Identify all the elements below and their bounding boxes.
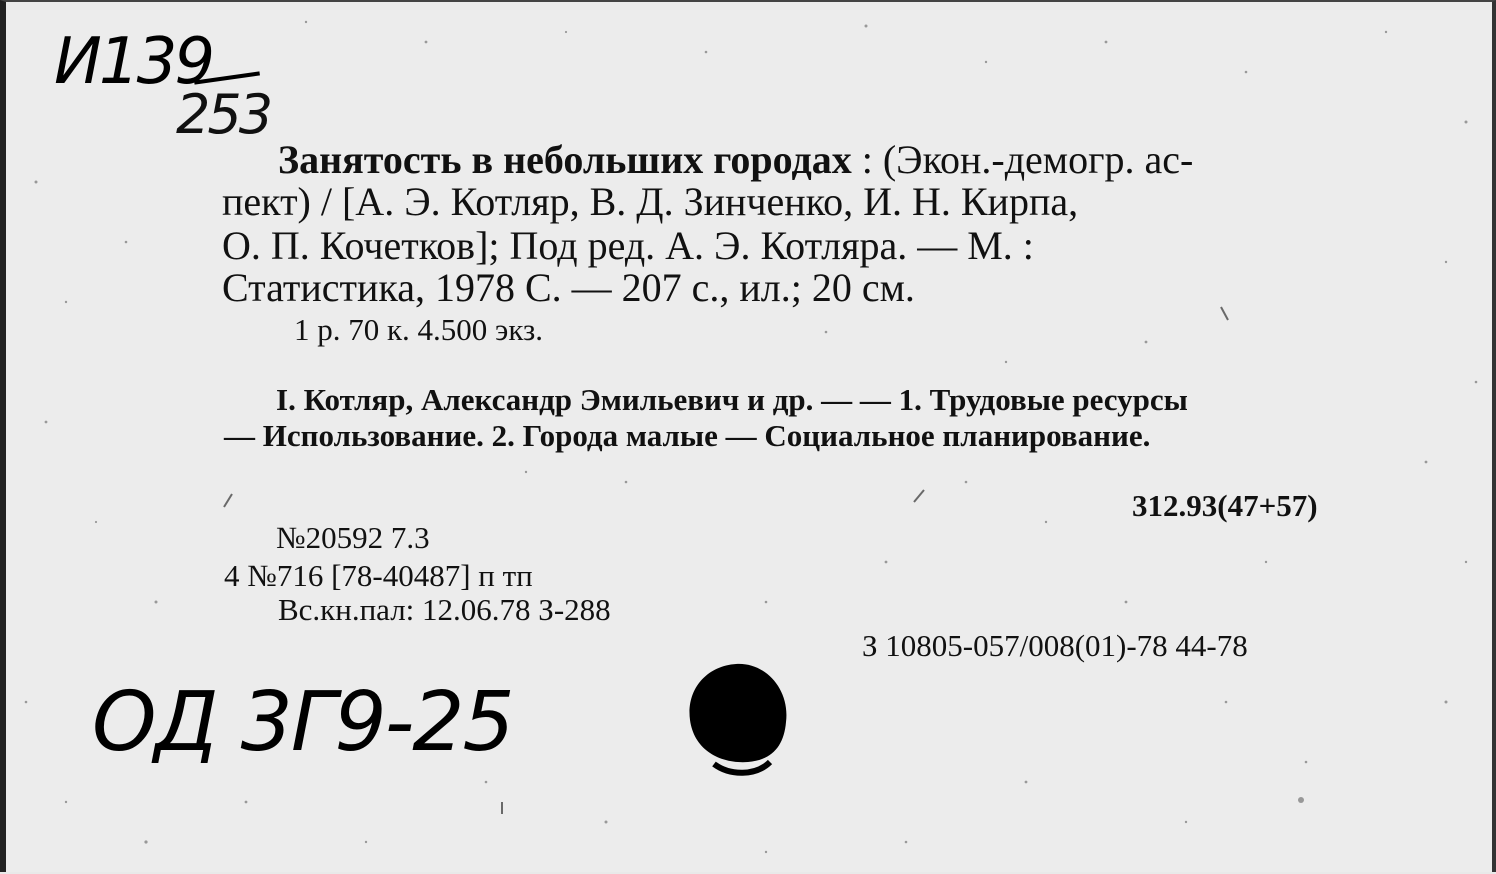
subjects-line-2: — Использование. 2. Города малые — Социальное планирование. [224,418,1151,453]
editor-line: О. П. Кочетков]; Под ред. А. Э. Котляра. — М. : [222,223,1034,268]
classification-index: 312.93(47+57) [1132,488,1318,523]
handwritten-fraction: 253 [176,83,271,146]
order-number: №20592 7.3 [276,520,430,555]
book-title: Занятость в небольших городах [278,137,852,182]
title-subtitle: : (Экон.-демогр. ас- [851,137,1194,182]
publication-line: Статистика, 1978 С. — 207 с., ил.; 20 см. [222,265,915,310]
ink-blot-hole [686,660,790,778]
price-line: 1 р. 70 к. 4.500 экз. [294,312,544,347]
book-chamber-line: Вс.кн.пал: 12.06.78 З-288 [278,592,611,627]
catalog-line: 4 №716 [78-40487] п тп [224,558,533,593]
code-line: З 10805-057/008(01)-78 44-78 [862,628,1248,663]
subjects-line-1: I. Котляр, Александр Эмильевич и др. — — 1. Трудовые ресурсы [276,382,1188,417]
handwritten-shelf-mark: ОД 3Г9-25 [92,675,513,770]
authors-line: пект) / [А. Э. Котляр, В. Д. Зинченко, И. Н. Кирпа, [222,179,1079,224]
title-line [278,137,1194,182]
handwritten-call-number: И139 [54,25,213,99]
